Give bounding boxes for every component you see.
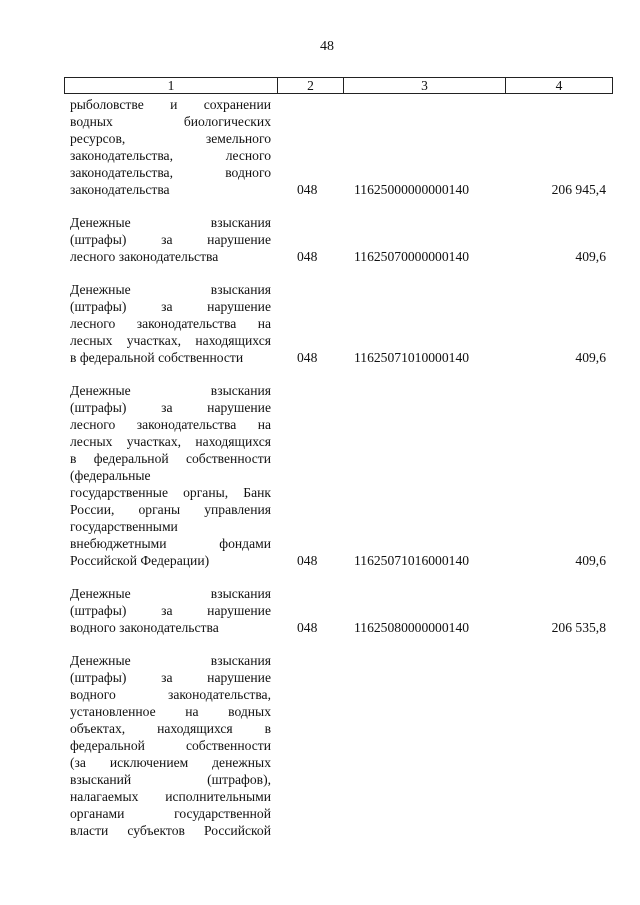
description-line: России, органы управления (70, 502, 271, 517)
description-line: законодательства, водного (70, 165, 271, 180)
amount: 206 945,4 (551, 182, 606, 197)
row-spacer (0, 569, 640, 585)
description-line: государственные органы, Банк (70, 485, 271, 500)
table-header (64, 77, 613, 94)
header-col-3: 3 (344, 78, 506, 94)
description-line: Денежные взыскания (70, 586, 271, 601)
description-line: Денежные взыскания (70, 282, 271, 297)
description-line: Денежные взыскания (70, 383, 271, 398)
budget-code: 11625071016000140 (354, 553, 470, 568)
admin-code: 048 (297, 182, 318, 197)
row-description (70, 652, 271, 839)
table-row (0, 585, 640, 636)
table-row (0, 214, 640, 265)
description-line: Денежные взыскания (70, 215, 271, 230)
description-line: водных биологических (70, 114, 271, 129)
description-line: Российской Федерации) (70, 553, 210, 568)
description-line: (штрафы) за нарушение (70, 232, 271, 247)
amount: 409,6 (575, 249, 606, 264)
description-line: лесного законодательства на (70, 316, 271, 331)
description-line: установленное на водных (70, 704, 271, 719)
budget-code: 11625071010000140 (354, 350, 470, 365)
description-line: государственными (70, 519, 178, 534)
description-line: Денежные взыскания (70, 653, 271, 668)
row-description (70, 214, 271, 265)
budget-code: 11625000000000140 (354, 182, 470, 197)
description-line: ресурсов, земельного (70, 131, 271, 146)
amount: 409,6 (575, 350, 606, 365)
row-description (70, 96, 271, 198)
row-spacer (0, 198, 640, 214)
budget-code: 11625080000000140 (354, 620, 470, 635)
description-line: взысканий (штрафов), (70, 772, 271, 787)
table-row (0, 96, 640, 198)
description-line: в федеральной собственности (70, 451, 271, 466)
description-line: объектах, находящихся в (70, 721, 271, 736)
table-row (0, 652, 640, 839)
description-line: (за исключением денежных (70, 755, 271, 770)
description-line: органами государственной (70, 806, 271, 821)
admin-code: 048 (297, 620, 318, 635)
description-line: лесных участках, находящихся (70, 333, 271, 348)
description-line: (штрафы) за нарушение (70, 603, 271, 618)
description-line: водного законодательства (70, 620, 219, 635)
table-row (0, 382, 640, 569)
amount: 409,6 (575, 553, 606, 568)
description-line: (штрафы) за нарушение (70, 299, 271, 314)
description-line: водного законодательства, (70, 687, 271, 702)
description-line: налагаемых исполнительными (70, 789, 271, 804)
admin-code: 048 (297, 249, 318, 264)
description-line: рыболовстве и сохранении (70, 97, 271, 112)
admin-code: 048 (297, 553, 318, 568)
header-col-2: 2 (278, 78, 344, 94)
header-col-1: 1 (65, 78, 278, 94)
row-description (70, 585, 271, 636)
description-line: лесного законодательства на (70, 417, 271, 432)
description-line: законодательства (70, 182, 170, 197)
description-line: власти субъектов Российской (70, 823, 271, 838)
description-line: законодательства, лесного (70, 148, 271, 163)
description-line: лесного законодательства (70, 249, 219, 264)
admin-code: 048 (297, 350, 318, 365)
table-row (0, 281, 640, 366)
row-spacer (0, 265, 640, 281)
row-description (70, 281, 271, 366)
row-spacer (0, 636, 640, 652)
description-line: внебюджетными фондами (70, 536, 271, 551)
amount: 206 535,8 (551, 620, 606, 635)
row-description (70, 382, 271, 569)
budget-code: 11625070000000140 (354, 249, 470, 264)
header-col-4: 4 (506, 78, 613, 94)
description-line: (штрафы) за нарушение (70, 400, 271, 415)
header-row (65, 78, 613, 94)
description-line: (федеральные (70, 468, 151, 483)
description-line: (штрафы) за нарушение (70, 670, 271, 685)
page-number: 48 (320, 39, 334, 54)
description-line: лесных участках, находящихся (70, 434, 271, 449)
row-spacer (0, 366, 640, 382)
table-body (0, 96, 640, 839)
description-line: в федеральной собственности (70, 350, 244, 365)
description-line: федеральной собственности (70, 738, 271, 753)
